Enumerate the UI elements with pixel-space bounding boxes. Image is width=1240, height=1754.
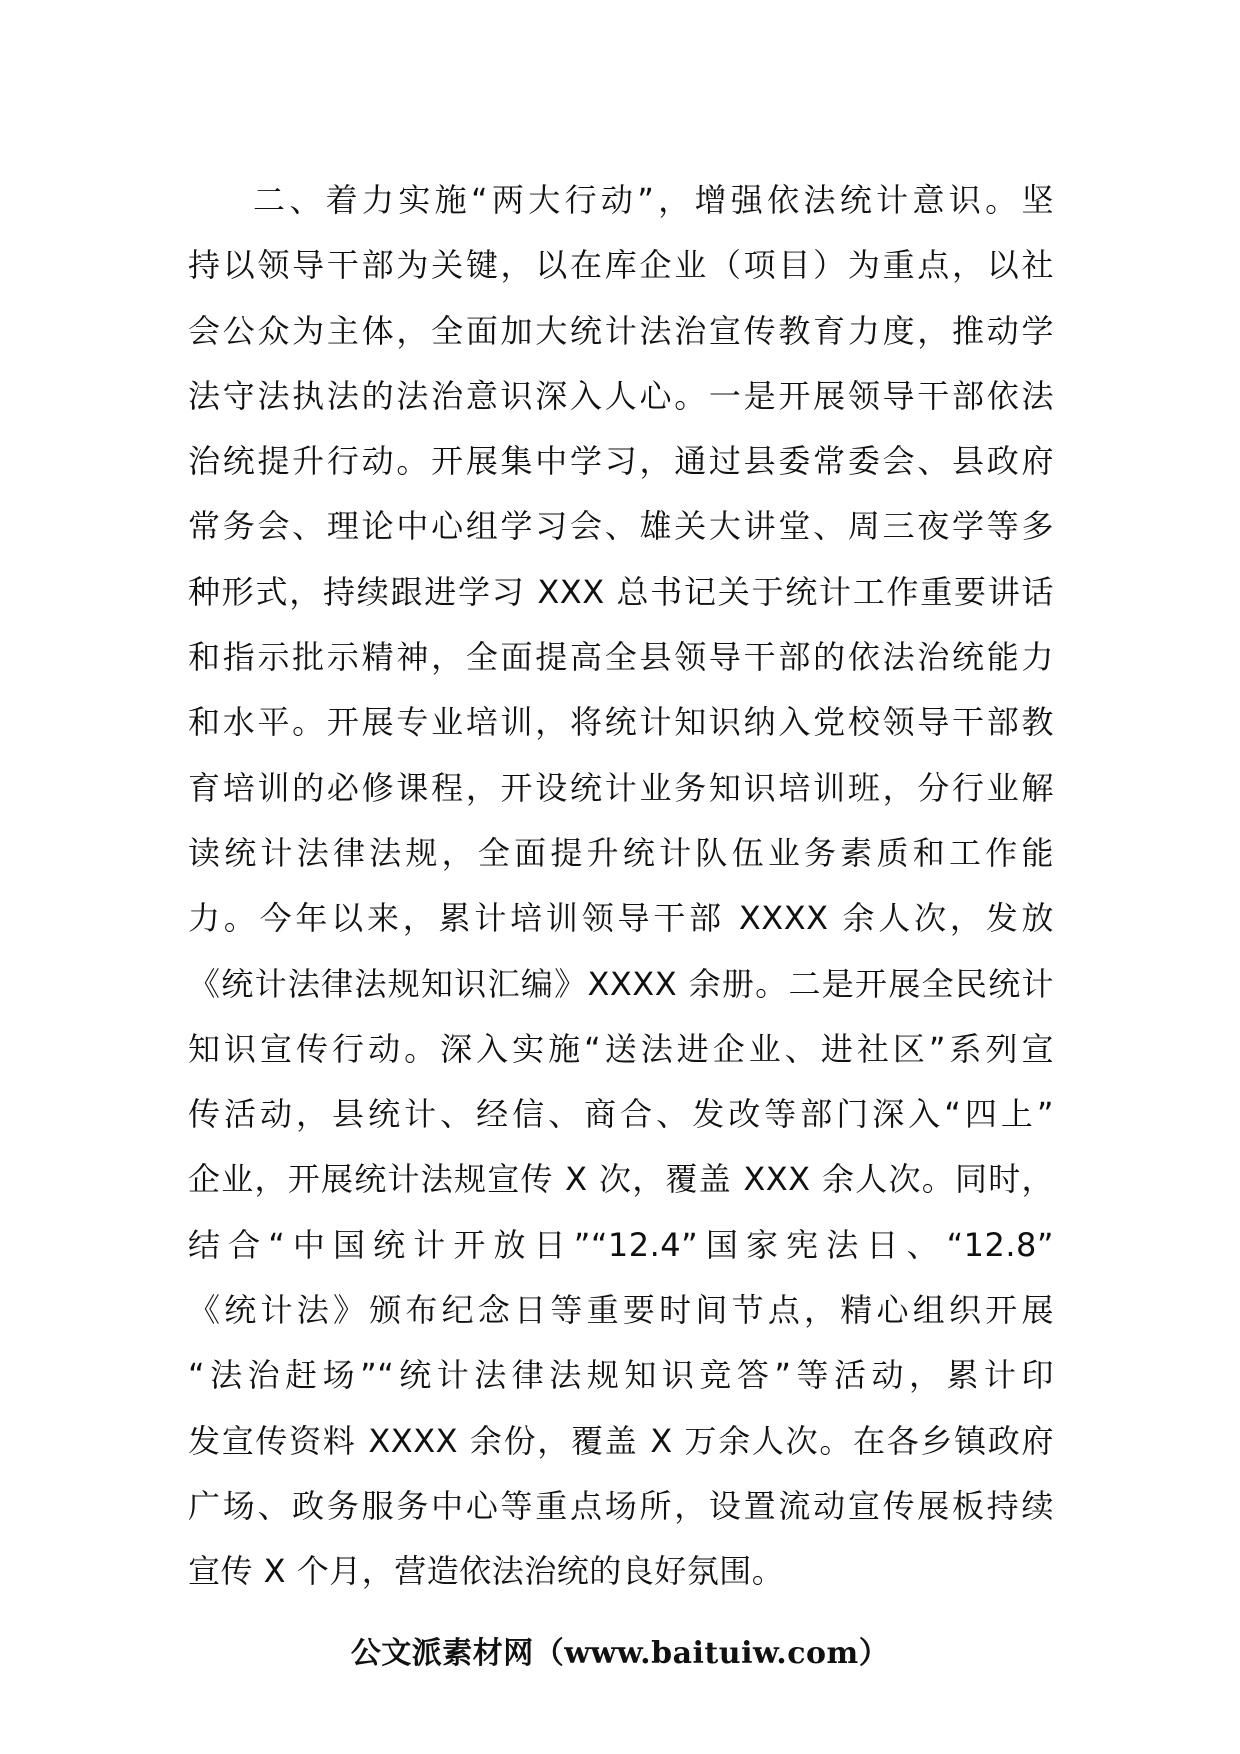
text-line: 治统提升行动。开展集中学习，通过县委常委会、县政府 xyxy=(188,442,1054,481)
text-line: 和水平。开展专业培训，将统计知识纳入党校领导干部教 xyxy=(188,703,1054,742)
text-line: 《统计法》颁布纪念日等重要时间节点，精心组织开展 xyxy=(188,1291,1054,1330)
text-line: 会公众为主体，全面加大统计法治宣传教育力度，推动学 xyxy=(188,311,1054,350)
text-line: 知识宣传行动。深入实施“送法进企业、进社区”系列宣 xyxy=(188,1029,1054,1068)
text-line: 和指示批示精神，全面提高全县领导干部的依法治统能力 xyxy=(188,638,1054,677)
text-line: 常务会、理论中心组学习会、雄关大讲堂、周三夜学等多 xyxy=(188,507,1054,546)
text-line: “法治赶场”“统计法律法规知识竞答”等活动，累计印 xyxy=(188,1356,1054,1395)
text-line: 育培训的必修课程，开设统计业务知识培训班，分行业解 xyxy=(188,768,1054,807)
text-line: 读统计法律法规，全面提升统计队伍业务素质和工作能 xyxy=(188,833,1054,872)
text-line: 种形式，持续跟进学习 XXX 总书记关于统计工作重要讲话 xyxy=(188,572,1054,611)
text-line: 持以领导干部为关键，以在库企业（项目）为重点，以社 xyxy=(188,246,1054,285)
footer-watermark-text: 公文派素材网（www.baituiw.com） xyxy=(350,1636,890,1671)
text-line: 宣传 X 个月，营造依法治统的良好氛围。 xyxy=(188,1552,785,1591)
text-line: 力。今年以来，累计培训领导干部 XXXX 余人次，发放 xyxy=(188,899,1054,938)
text-line: 企业，开展统计法规宣传 X 次，覆盖 XXX 余人次。同时， xyxy=(188,1160,1054,1199)
text-line: 传活动，县统计、经信、商合、发改等部门深入“四上” xyxy=(188,1095,1054,1134)
text-line: 广场、政务服务中心等重点场所，设置流动宣传展板持续 xyxy=(188,1486,1054,1525)
text-line: 结合“中国统计开放日”“12.4”国家宪法日、“12.8” xyxy=(188,1225,1054,1264)
body-paragraph xyxy=(188,168,1054,1605)
text-line: 发宣传资料 XXXX 余份，覆盖 X 万余人次。在各乡镇政府 xyxy=(188,1421,1054,1460)
text-line: 二、着力实施“两大行动”，增强依法统计意识。坚 xyxy=(253,181,1054,219)
text-line: 《统计法律法规知识汇编》XXXX 余册。二是开展全民统计 xyxy=(188,964,1054,1003)
text-line: 法守法执法的法治意识深入人心。一是开展领导干部依法 xyxy=(188,376,1054,415)
